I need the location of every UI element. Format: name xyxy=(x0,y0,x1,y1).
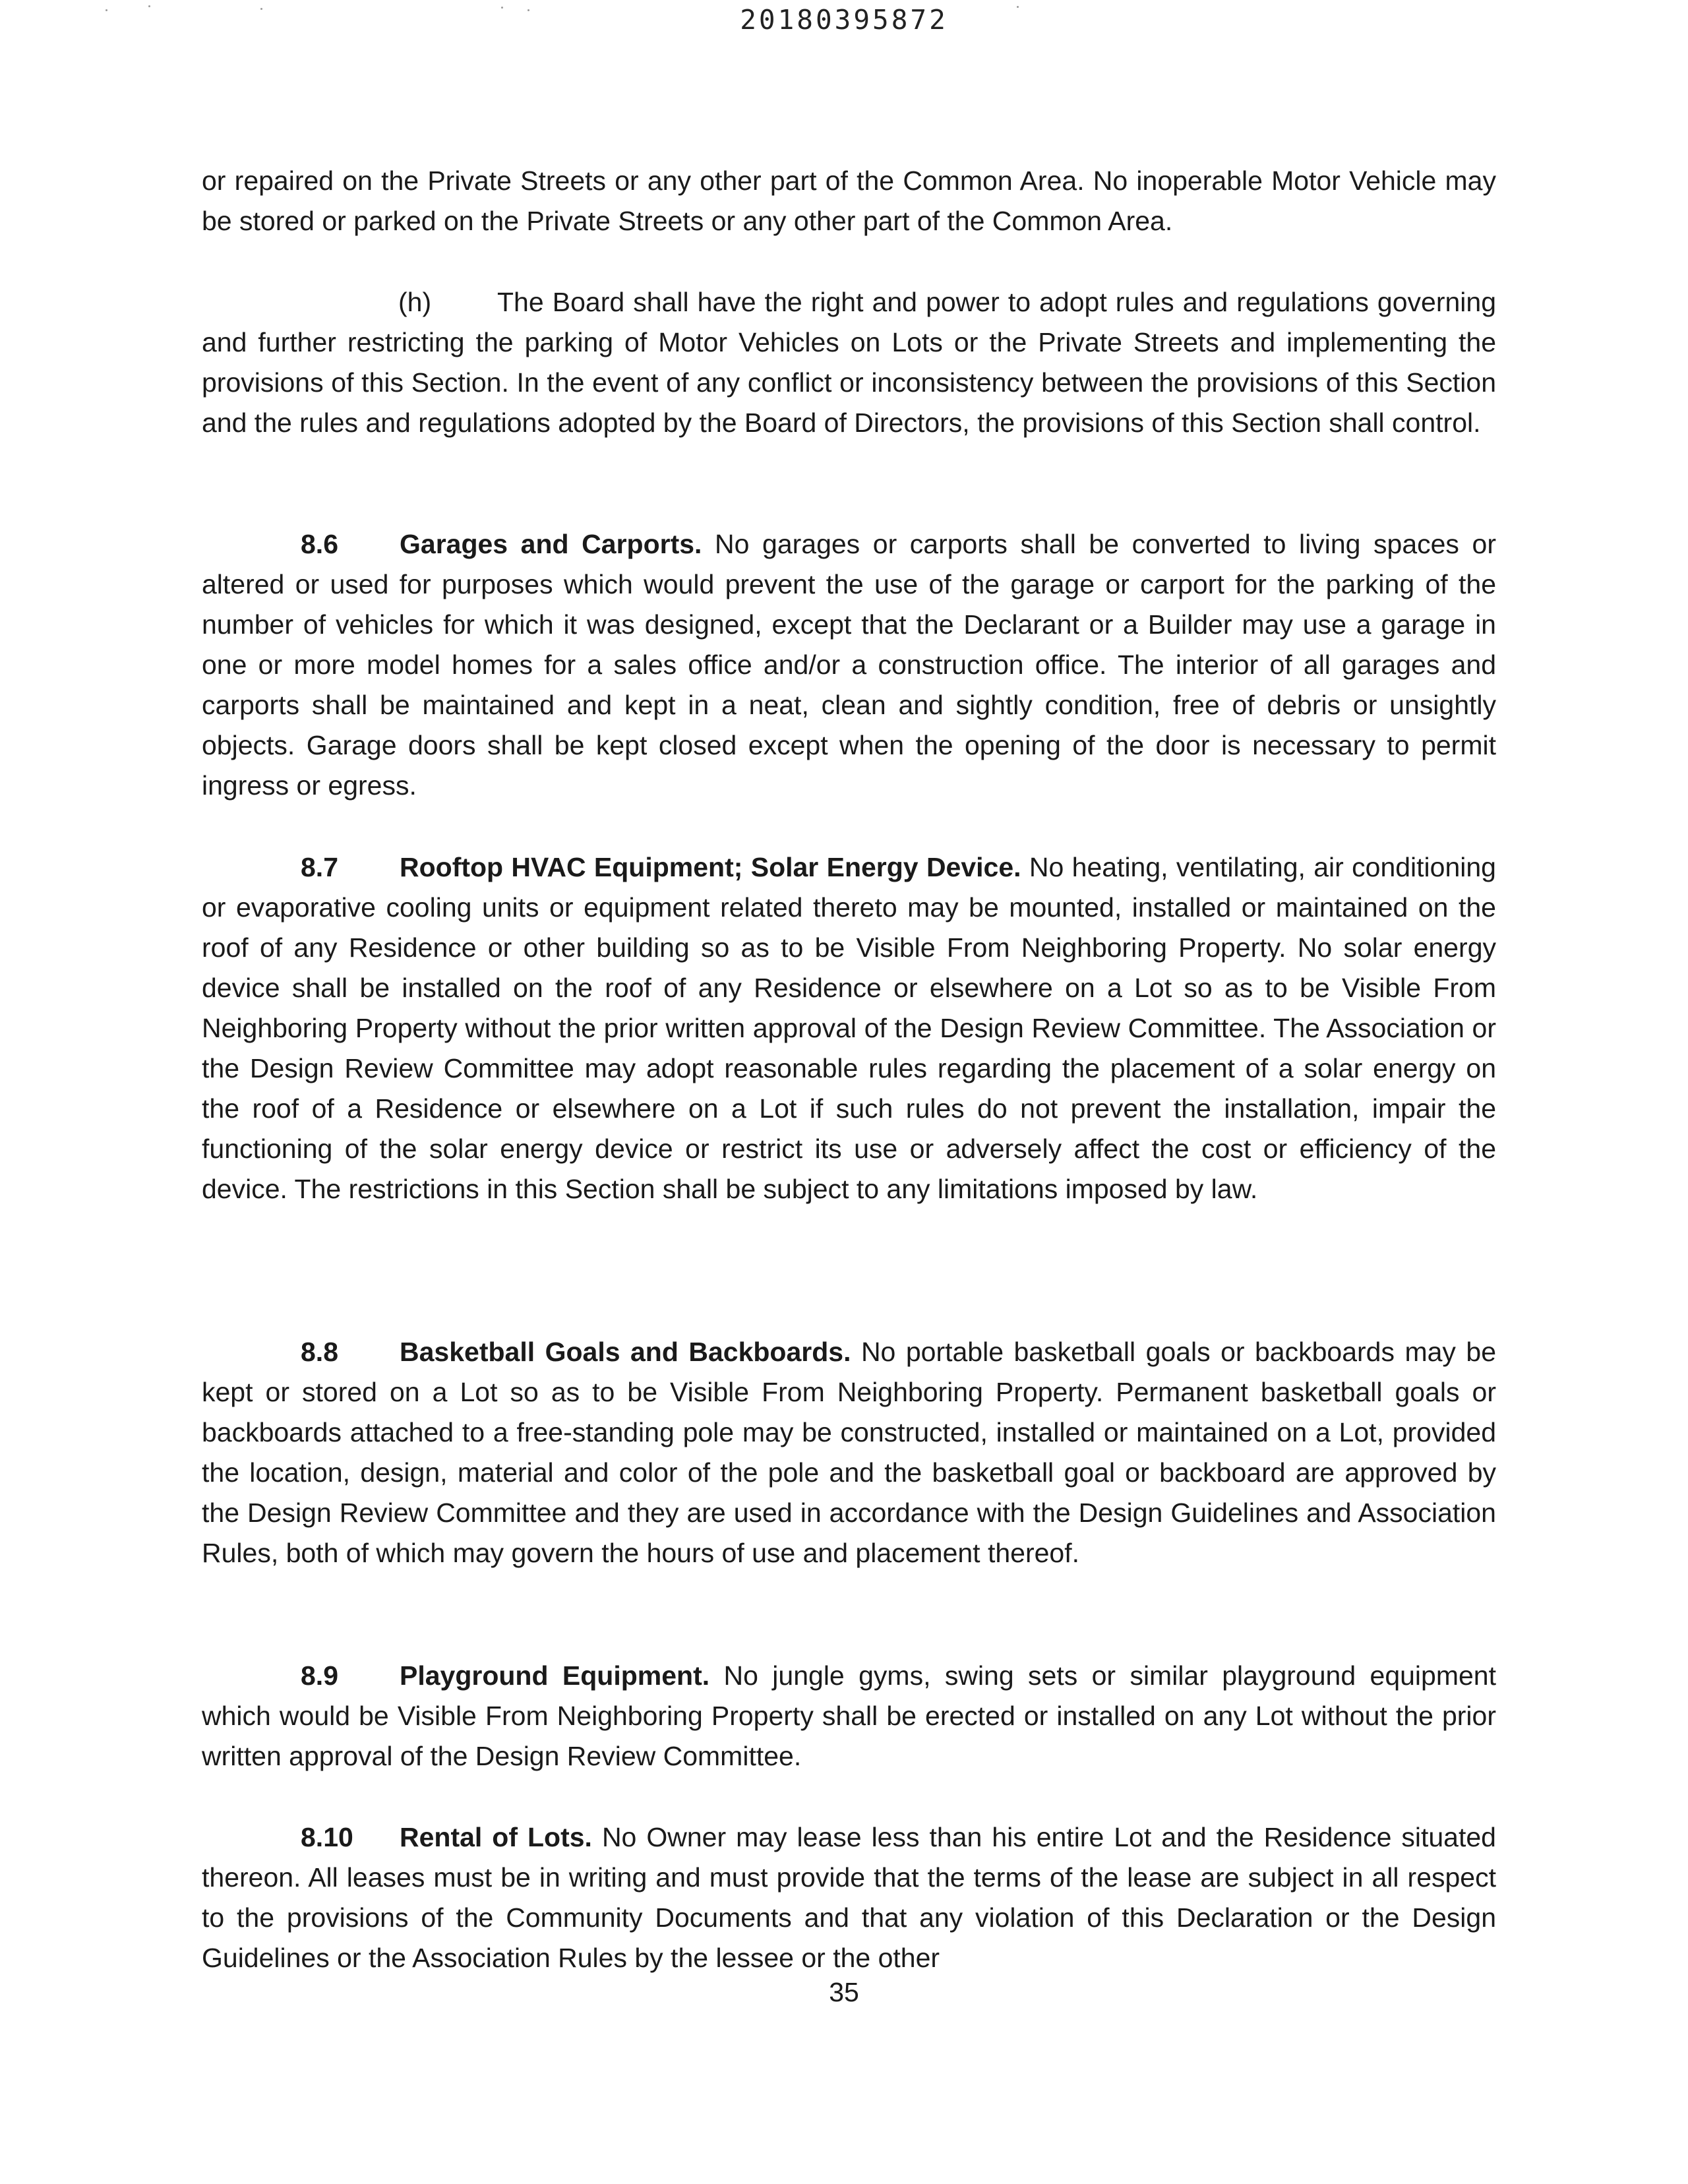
section-8-9 xyxy=(202,1656,1496,1776)
section-text: No jungle gyms, swing sets or similar playground equipment which would be Visible From Neighboring Property shall be erected or installed on any Lot without the prior written approval of the Design Review Committee. xyxy=(202,1660,1496,1771)
paragraph-continued xyxy=(202,161,1496,241)
section-text: No garages or carports shall be converted to living spaces or altered or used for purposes which would prevent the use of the garage or carport for the parking of the number of vehicles for which it was designed, except that the Declarant or a Builder may use a garage in one or more model homes for a sales office and/or a construction office. The interior of all garages and carports shall be maintained and kept in a neat, clean and sightly condition, free of debris or unsightly objects. Garage doors shall be kept closed except when the opening of the door is necessary to permit ingress or egress. xyxy=(202,529,1496,801)
section-title: Rental of Lots. xyxy=(400,1822,592,1852)
document-number: 20180395872 xyxy=(740,4,948,36)
page-number: 35 xyxy=(829,1977,859,2007)
section-text: No Owner may lease less than his entire Lot and the Residence situated thereon. All leases must be in writing and must provide that the terms of the lease are subject in all respect to the provisions of the Community Documents and that any violation of this Declaration or the Design Guidelines or the Association Rules by the lessee or the other xyxy=(202,1822,1496,1973)
section-number: 8.6 xyxy=(301,529,338,559)
section-number: 8.9 xyxy=(301,1660,338,1691)
section-text: No heating, ventilating, air conditioning or evaporative cooling units or equipment related thereto may be mounted, installed or maintained on the roof of any Residence or other building so as to be Visible From Neighboring Property. No solar energy device shall be installed on the roof of any Residence or elsewhere on a Lot so as to be Visible From Neighboring Property without the prior written approval of the Design Review Committee. The Association or the Design Review Committee may adopt reasonable rules regarding the placement of a solar energy on the roof of a Residence or elsewhere on a Lot if such rules do not prevent the installation, impair the functioning of the solar energy device or restrict its use or adversely affect the cost or efficiency of the device. The restrictions in this Section shall be subject to any limitations imposed by law. xyxy=(202,852,1496,1204)
section-number: 8.8 xyxy=(301,1337,338,1367)
paragraph-h xyxy=(202,282,1496,443)
section-8-8 xyxy=(202,1332,1496,1573)
section-number: 8.7 xyxy=(301,852,338,882)
section-text: No portable basketball goals or backboards may be kept or stored on a Lot so as to be Visible From Neighboring Property. Permanent basketball goals or backboards attached to a free-standing pole may be constructed, installed or maintained on a Lot, provided the location, design, material and color of the pole and the basketball goal or backboard are approved by the Design Review Committee and they are used in accordance with the Design Guidelines and Association Rules, both of which may govern the hours of use and placement thereof. xyxy=(202,1337,1496,1568)
section-8-10 xyxy=(202,1817,1496,1978)
section-number: 8.10 xyxy=(301,1822,353,1852)
section-8-6 xyxy=(202,524,1496,806)
section-8-7 xyxy=(202,847,1496,1209)
paragraph-text: or repaired on the Private Streets or any other part of the Common Area. No inoperable Motor Vehicle may be stored or parked on the Private Streets or any other part of the Common Area. xyxy=(202,166,1496,236)
section-title: Basketball Goals and Backboards. xyxy=(400,1337,851,1367)
section-title: Playground Equipment. xyxy=(400,1660,710,1691)
section-title: Garages and Carports. xyxy=(400,529,702,559)
paragraph-text: The Board shall have the right and power to adopt rules and regulations governing and further restricting the parking of Motor Vehicles on Lots or the Private Streets and implementing the provisions of this Section. In the event of any conflict or inconsistency between the provisions of this Section and the rules and regulations adopted by the Board of Directors, the provisions of this Section shall control. xyxy=(202,287,1496,438)
subsection-label: (h) xyxy=(398,287,432,317)
section-title: Rooftop HVAC Equipment; Solar Energy Device. xyxy=(400,852,1021,882)
